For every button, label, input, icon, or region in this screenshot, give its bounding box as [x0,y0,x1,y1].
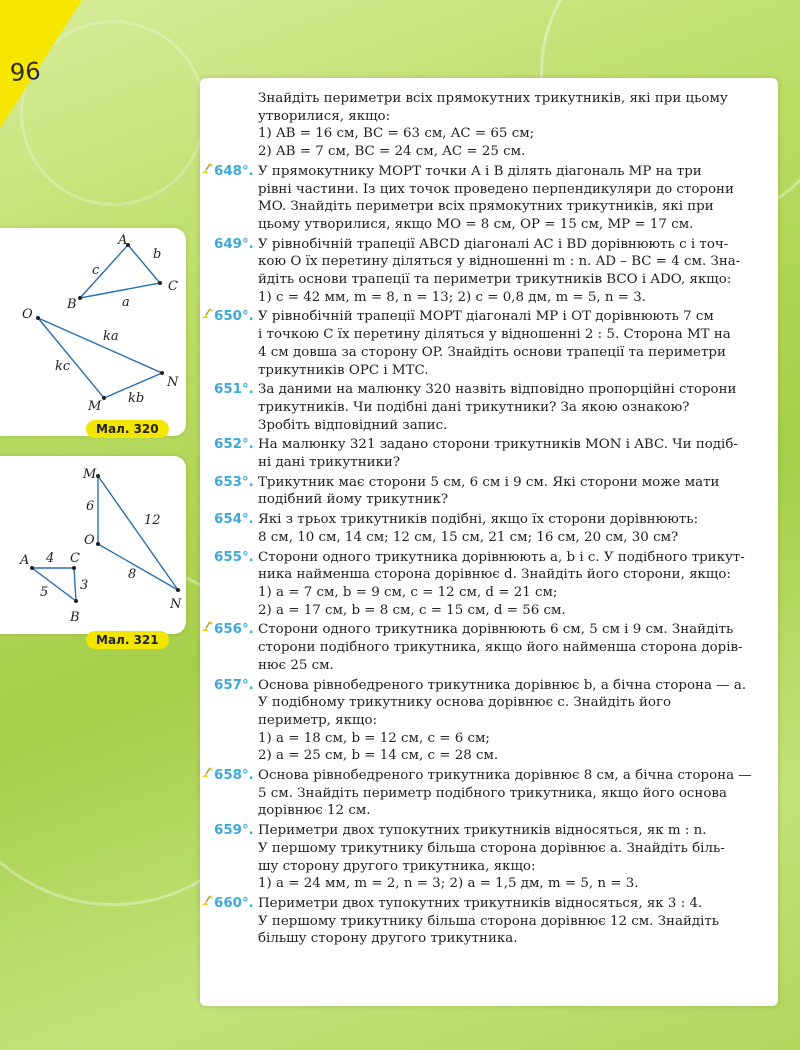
problem-number: 659°. [214,823,254,839]
problem-text-line: Основа рівнобедреного трикутника дорівнює 8 см, а бічна сторона — [258,768,752,784]
label-side-6: 6 [86,499,95,514]
label-N: N [167,375,179,390]
problem-text-line: Сторони одного трикутника дорівнюють 6 см, 5 см і 9 см. Знайдіть [258,622,734,638]
problem-text-line: йдіть основи трапеції та периметри трикутників BCO і ADO, якщо: [258,272,732,288]
problem-item [214,236,744,307]
figure-321 [0,456,186,634]
problem-number: 660°. [214,895,254,911]
problem-text-line: утворилися, якщо: [258,108,391,124]
problem-text-line: Периметри двох тупокутних трикутників відносяться, як 3 : 4. [258,895,703,911]
label-b: b [153,247,162,262]
label-M: M [83,467,97,482]
problem-text-line: 1) a = 7 см, b = 9 см, c = 12 см, d = 21 см; [258,584,558,600]
problem-item [214,677,747,766]
triangle-mon [98,476,178,590]
problem-number: 656°. [214,622,254,638]
problem-text-line: 2) a = 25 см, b = 14 см, c = 28 см. [258,748,499,764]
label-kb: kb [128,391,145,406]
label-a: a [122,295,130,310]
label-side-8: 8 [128,567,137,582]
problem-text-line: 5 см. Знайдіть периметр подібного трикутника, якщо його основа [258,785,727,801]
problem-text-line: Сторони одного трикутника дорівнюють a, b і c. У подібного трикут- [258,549,745,565]
problem-text-line: 1) a = 18 см, b = 12 см, c = 6 см; [258,730,490,746]
problem-item [214,549,744,620]
problem-number: 649°. [214,236,254,252]
problem-text-line: 8 см, 10 см, 14 см; 12 см, 15 см, 21 см; 16 см, 20 см, 30 см? [258,529,679,545]
label-A: A [118,233,128,248]
problem-number: 653°. [214,474,254,490]
figure-321-drawing [0,456,186,634]
label-ka: ka [103,329,119,344]
label-side-5: 5 [40,585,49,600]
problem-item [214,90,744,161]
problem-number: 652°. [214,437,254,453]
problem-number: 648°. [214,163,254,179]
problem-text-line: периметр, якщо: [258,712,378,728]
problem-number: 651°. [214,382,254,398]
lamp-icon [200,161,214,175]
problem-text-line: Основа рівнобедреного трикутника дорівнює b, а бічна сторона — a. [258,677,747,693]
problem-item [214,163,744,234]
problem-text-line: дорівнює 12 см. [258,803,371,819]
problem-text-line: 4 см довша за сторону OP. Знайдіть основи трапеції та периметри [258,344,726,360]
label-side-3: 3 [80,578,89,593]
problem-item [214,436,744,471]
problem-text-line: Периметри двох тупокутних трикутників відносяться, як m : n. [258,823,707,839]
problem-number: 655°. [214,549,254,565]
problem-text-line: У першому трикутнику більша сторона дорівнює 12 см. Знайдіть [258,913,720,929]
problem-text-line: рівні частини. Із цих точок проведено перпендикуляри до сторони [258,181,734,197]
problem-text-line: трикутників. Чи подібні дані трикутники? За якою ознакою? [258,399,690,415]
problem-text-line: У подібному трикутнику основа дорівнює c. Знайдіть його [258,695,672,711]
problem-text-line: і точкою C їх перетину діляться у відношенні 2 : 5. Сторона MT на [258,327,731,343]
label-N: N [170,597,182,612]
label-M: M [88,399,102,414]
problem-text-line: Знайдіть периметри всіх прямокутних трикутників, які при цьому [258,91,728,106]
problem-text-line: Зробіть відповідний запис. [258,417,448,433]
label-O: O [84,533,95,548]
problem-text-line: шу сторону другого трикутника, якщо: [258,858,536,874]
problem-text-line: Трикутник має сторони 5 см, 6 см і 9 см. Які сторони може мати [258,474,720,490]
label-B: B [67,297,77,312]
problem-text-line: У рівнобічній трапеції MOPT діагоналі MP і OT дорівнюють 7 см [258,309,714,325]
problem-text-line: У рівнобічній трапеції ABCD діагоналі AC і BD дорівнюють c і точ- [258,236,729,252]
problem-item [214,621,744,674]
lamp-icon [200,893,214,907]
triangle-acb [32,568,76,601]
figure-320-drawing [0,228,186,436]
label-B: B [70,610,80,625]
problem-text-line: MO. Знайдіть периметри всіх прямокутних трикутників, які при [258,199,714,215]
problem-text-line: ні дані трикутники? [258,455,401,471]
problem-text-line: 2) AB = 7 см, BC = 24 см, AC = 25 см. [258,144,526,160]
problem-text-line: нює 25 см. [258,657,334,673]
label-side-4: 4 [46,551,55,566]
problem-text-line: ника найменша сторона дорівнює d. Знайдіть його сторони, якщо: [258,567,731,583]
problem-text-line: Які з трьох трикутників подібні, якщо їх сторони дорівнюють: [258,512,699,528]
label-c: c [92,263,100,278]
problem-text-line: На малюнку 321 задано сторони трикутників MON і ABC. Чи подіб- [258,437,738,453]
problem-item [214,308,744,379]
label-kc: kc [55,359,71,374]
problem-text-line: 1) AB = 16 см, BC = 63 см, AC = 65 см; [258,126,535,142]
lamp-icon [200,306,214,320]
problem-number: 658°. [214,768,254,784]
problem-text-line: сторони подібного трикутника, якщо його найменша сторона дорів- [258,640,743,656]
problem-list [214,90,752,950]
page-number: 96 [9,56,42,88]
figure-320-caption: Мал. 320 [86,420,169,438]
problem-text-line: За даними на малюнку 320 назвіть відповідно пропорційні сторони [258,382,737,398]
problem-text-line: подібний йому трикутник? [258,492,449,508]
figure-320 [0,228,186,436]
triangle-omn [38,318,162,398]
problem-text-line: 1) a = 24 мм, m = 2, n = 3; 2) a = 1,5 дм, m = 5, n = 3. [258,876,639,892]
problem-number: 650°. [214,309,254,325]
problem-item [214,474,744,509]
problem-item [214,381,744,434]
problem-text-line: У прямокутнику MOPT точки A і B ділять діагональ MP на три [258,163,702,179]
problem-text-line: У першому трикутнику більша сторона дорівнює a. Знайдіть біль- [258,840,725,856]
lamp-icon [200,619,214,633]
label-C: C [168,279,178,294]
problem-text-line: 1) c = 42 мм, m = 8, n = 13; 2) c = 0,8 дм, m = 5, n = 3. [258,289,647,305]
figure-321-caption: Мал. 321 [86,631,169,649]
label-C: C [70,551,80,566]
problem-text-line: 2) a = 17 см, b = 8 см, c = 15 см, d = 56 см. [258,602,566,618]
problem-text-line: більшу сторону другого трикутника. [258,931,518,947]
problem-item [214,822,744,893]
label-side-12: 12 [144,513,161,528]
problem-text-line: трикутників OPC і MTC. [258,362,429,378]
problem-number: 654°. [214,512,254,528]
problem-item [214,895,744,948]
problem-item [214,511,744,546]
problem-item [214,767,752,820]
lamp-icon [200,765,214,779]
label-O: O [22,307,33,322]
problem-number: 657°. [214,677,254,693]
problem-text-line: кою O їх перетину діляться у відношенні m : n. AD – BC = 4 см. Зна- [258,254,741,270]
problem-text-line: цьому утворилися, якщо MO = 8 см, OP = 15 см, MP = 17 см. [258,216,694,232]
label-A: A [20,553,30,568]
